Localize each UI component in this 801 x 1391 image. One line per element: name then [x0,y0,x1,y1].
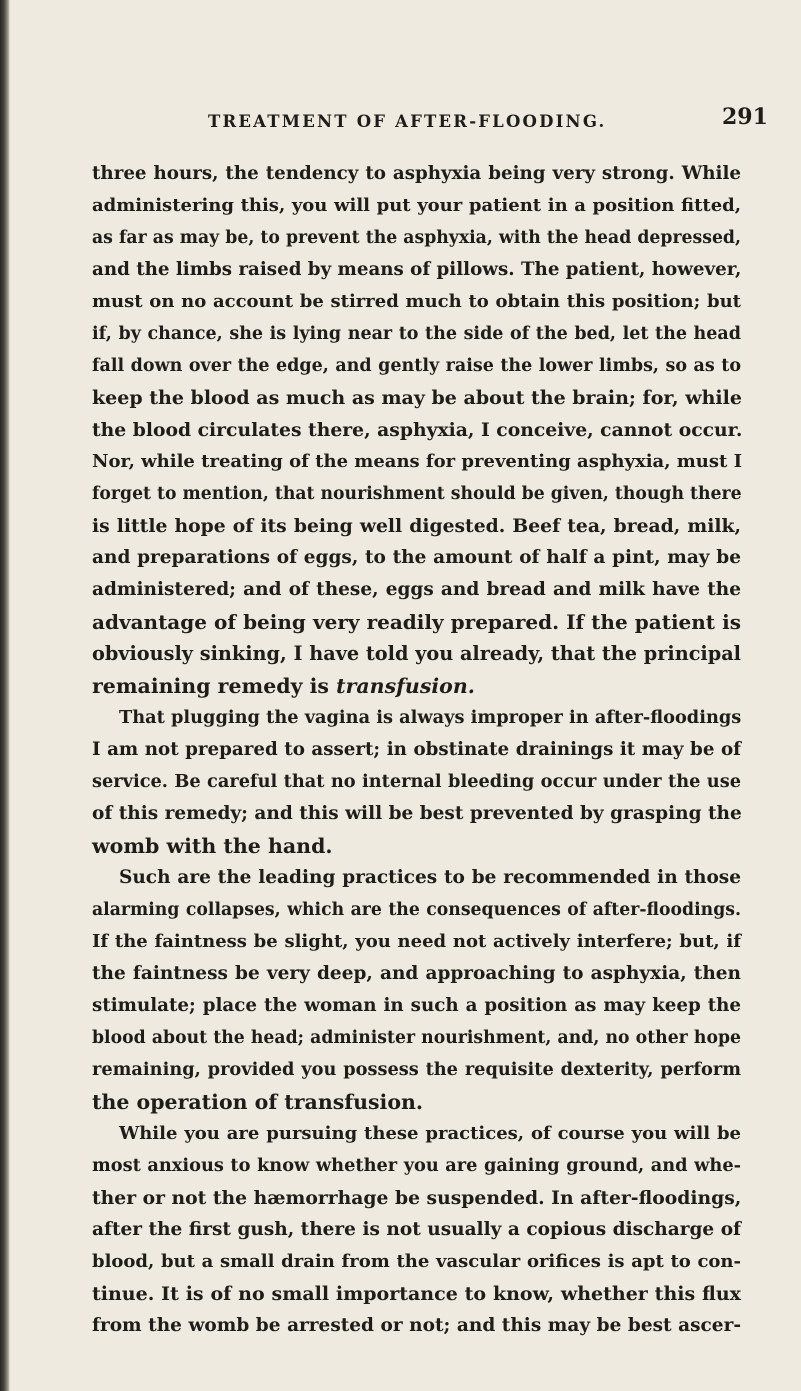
text-line: must on no account be stirred much to obtain this position; but [92,291,741,312]
text-line-part: remaining remedy is [92,674,329,698]
italic-term: transfusion. [336,674,475,698]
text-line: if, by chance, she is lying near to the side of the bed, let the head [92,324,741,344]
book-spine-edge [0,0,10,1391]
text-line: blood about the head; administer nourishment, and, no other hope [92,1028,741,1048]
paragraph-last-line: womb with the hand. [92,834,333,858]
paragraph-last-line: the operation of transfusion. [92,1090,424,1114]
text-line: advantage of being very readily prepared. If the patient is [92,610,741,634]
text-line: ther or not the hæmorrhage be suspended. In after-floodings, [92,1187,742,1209]
text-line: alarming collapses, which are the consequences of after-floodings. [92,900,741,920]
paragraph-first-line: Such are the leading practices to be recommended in those [119,867,741,888]
text-line: Nor, while treating of the means for preventing asphyxia, must I [92,451,743,472]
text-line: of this remedy; and this will be best prevented by grasping the [92,803,742,824]
text-line: and preparations of eggs, to the amount of half a pint, may be [92,547,741,568]
text-line: blood, but a small drain from the vascular orifices is apt to con- [92,1251,741,1272]
text-line: as far as may be, to prevent the asphyxia, with the head depressed, [92,228,741,248]
text-line: after the first gush, there is not usually a copious discharge of [92,1219,741,1240]
text-line: most anxious to know whether you are gaining ground, and whe- [92,1155,741,1176]
text-line: the blood circulates there, asphyxia, I conceive, cannot occur. [92,419,743,441]
text-line: stimulate; place the woman in such a position as may keep the [92,995,741,1016]
paragraph-first-line: While you are pursuing these practices, of course you will be [119,1123,741,1144]
text-line: and the limbs raised by means of pillows. The patient, however, [92,259,742,280]
text-line: I am not prepared to assert; in obstinate drainings it may be of [92,739,741,760]
text-line: the faintness be very deep, and approaching to asphyxia, then [92,963,741,984]
paragraph-first-line: That plugging the vagina is always improper in after-floodings [119,707,742,728]
text-line: fall down over the edge, and gently raise the lower limbs, so as to [92,356,741,376]
text-line: three hours, the tendency to asphyxia being very strong. While [92,163,741,184]
text-line [92,670,475,702]
text-line: from the womb be arrested or not; and this may be best ascer- [92,1315,741,1336]
text-line: If the faintness be slight, you need not actively interfere; but, if [92,931,741,952]
text-line: administering this, you will put your patient in a position fitted, [92,195,741,216]
text-line: forget to mention, that nourishment should be given, though there [92,484,742,504]
running-head: TREATMENT OF AFTER-FLOODING. [208,112,607,131]
text-line: tinue. It is of no small importance to know, whether this flux [92,1283,741,1305]
text-line: remaining, provided you possess the requisite dexterity, perform [92,1059,741,1080]
text-line: is little hope of its being well digested. Beef tea, bread, milk, [92,515,741,537]
text-line: service. Be careful that no internal bleeding occur under the use [92,771,741,792]
text-line: administered; and of these, eggs and bread and milk have the [92,579,741,600]
text-line: keep the blood as much as may be about the brain; for, while [92,387,742,409]
text-line: obviously sinking, I have told you already, that the principal [92,642,741,665]
page-number: 291 [722,104,768,130]
